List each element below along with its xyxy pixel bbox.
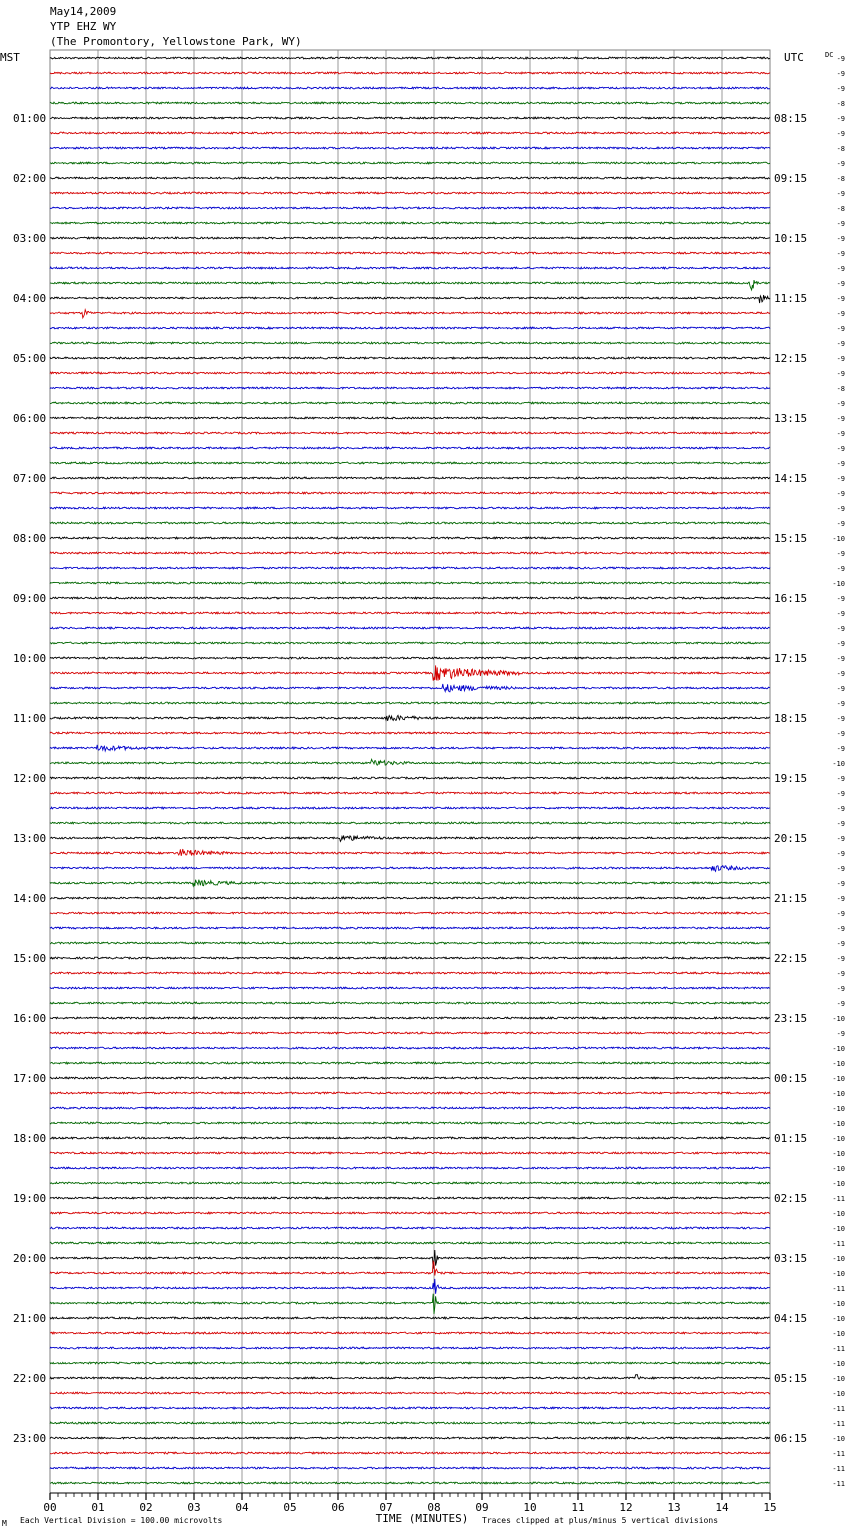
trace-line-4: [50, 117, 770, 119]
dc-offset-label: -9: [836, 505, 845, 513]
x-tick-label: 00: [43, 1501, 57, 1514]
dc-offset-label: -9: [836, 130, 845, 138]
dc-offset-label: -9: [836, 520, 845, 528]
utc-hour-label: 08:15: [774, 112, 808, 125]
dc-offset-label: -11: [832, 1285, 845, 1293]
utc-hour-label: 13:15: [774, 412, 808, 425]
dc-offset-label: -11: [832, 1195, 845, 1203]
dc-offset-label: -9: [836, 820, 845, 828]
dc-offset-label: -9: [836, 970, 845, 978]
utc-hour-label: 23:15: [774, 1012, 808, 1025]
dc-offset-label: -10: [832, 535, 845, 543]
trace-line-75: [50, 1182, 770, 1184]
trace-line-69: [50, 1092, 770, 1094]
trace-line-83: [50, 1294, 770, 1314]
dc-offset-label: -10: [832, 1255, 845, 1263]
dc-offset-label: -9: [836, 55, 845, 63]
dc-offset-label: -9: [836, 475, 845, 483]
plot-frame: [50, 50, 770, 1493]
x-tick-label: 03: [187, 1501, 201, 1514]
trace-line-67: [50, 1062, 770, 1064]
x-tick-label: 08: [427, 1501, 441, 1514]
dc-offset-label: -9: [836, 985, 845, 993]
dc-offset-label: -9: [836, 550, 845, 558]
trace-line-3: [50, 102, 770, 104]
trace-line-39: [50, 642, 770, 644]
trace-line-24: [50, 417, 770, 419]
dc-offset-label: -9: [836, 250, 845, 258]
trace-line-30: [50, 507, 770, 509]
dc-offset-label: -10: [832, 1360, 845, 1368]
utc-hour-label: 12:15: [774, 352, 808, 365]
trace-line-94: [50, 1467, 770, 1469]
chart-location: (The Promontory, Yellowstone Park, WY): [50, 35, 302, 48]
dc-offset-label: -9: [836, 265, 845, 273]
trace-line-17: [50, 310, 770, 318]
dc-offset-label: -9: [836, 670, 845, 678]
dc-offset-label: -9: [836, 685, 845, 693]
dc-offset-label: -9: [836, 805, 845, 813]
trace-line-90: [50, 1407, 770, 1409]
trace-line-85: [50, 1332, 770, 1334]
trace-line-62: [50, 987, 770, 989]
x-tick-label: 09: [475, 1501, 489, 1514]
mst-hour-label: 17:00: [13, 1072, 47, 1085]
dc-offset-label: -8: [836, 145, 845, 153]
trace-line-48: [50, 777, 770, 779]
dc-offset-label: -9: [836, 700, 845, 708]
dc-offset-label: -10: [832, 1300, 845, 1308]
trace-line-73: [50, 1152, 770, 1154]
utc-hour-label: 06:15: [774, 1432, 808, 1445]
chart-station: YTP EHZ WY: [50, 20, 117, 33]
trace-line-56: [50, 897, 770, 899]
dc-offset-label: -9: [836, 745, 845, 753]
trace-line-91: [50, 1422, 770, 1424]
trace-line-2: [50, 87, 770, 89]
trace-line-68: [50, 1077, 770, 1079]
chart-date: May14,2009: [50, 5, 117, 18]
dc-offset-label: -10: [832, 1120, 845, 1128]
trace-line-59: [50, 942, 770, 944]
x-tick-label: 11: [571, 1501, 585, 1514]
trace-line-38: [50, 627, 770, 629]
trace-line-18: [50, 327, 770, 329]
dc-offset-label: -10: [832, 1075, 845, 1083]
dc-offset-label: -10: [832, 1225, 845, 1233]
mst-hour-label: 19:00: [13, 1192, 47, 1205]
trace-line-71: [50, 1122, 770, 1124]
dc-offset-label: -9: [836, 790, 845, 798]
dc-offset-label: -10: [832, 1015, 845, 1023]
minute-grid: [50, 50, 770, 1493]
utc-hour-label: 11:15: [774, 292, 808, 305]
dc-offset-label: -9: [836, 220, 845, 228]
dc-offset-label: -10: [832, 1045, 845, 1053]
dc-offset-label: -9: [836, 190, 845, 198]
trace-line-63: [50, 1002, 770, 1004]
dc-offset-label: -9: [836, 400, 845, 408]
dc-offset-label: -9: [836, 595, 845, 603]
dc-offset-label: -11: [832, 1405, 845, 1413]
trace-line-32: [50, 537, 770, 539]
trace-line-88: [50, 1375, 770, 1379]
trace-line-52: [50, 835, 770, 841]
trace-line-76: [50, 1197, 770, 1199]
mst-hour-label: 15:00: [13, 952, 47, 965]
trace-line-55: [50, 880, 770, 886]
dc-offset-label: -9: [836, 865, 845, 873]
utc-time-labels: [774, 112, 807, 1445]
mst-hour-label: 04:00: [13, 292, 47, 305]
dc-offset-label: -9: [836, 1000, 845, 1008]
trace-line-27: [50, 462, 770, 464]
utc-hour-label: 03:15: [774, 1252, 808, 1265]
dc-offset-label: -9: [836, 1030, 845, 1038]
dc-offset-label: -8: [836, 175, 845, 183]
trace-line-46: [50, 745, 770, 751]
trace-line-86: [50, 1347, 770, 1349]
utc-hour-label: 21:15: [774, 892, 808, 905]
dc-offset-label: -9: [836, 295, 845, 303]
dc-offset-label: -10: [832, 1210, 845, 1218]
mst-hour-label: 07:00: [13, 472, 47, 485]
dc-offset-label: -9: [836, 340, 845, 348]
dc-offset-label: -9: [836, 955, 845, 963]
trace-line-5: [50, 132, 770, 134]
dc-offset-label: -9: [836, 880, 845, 888]
trace-line-79: [50, 1242, 770, 1244]
trace-line-74: [50, 1167, 770, 1169]
dc-offset-label: -9: [836, 460, 845, 468]
x-tick-label: 01: [91, 1501, 105, 1514]
mst-hour-label: 01:00: [13, 112, 47, 125]
dc-offset-label: -9: [836, 910, 845, 918]
trace-line-77: [50, 1212, 770, 1214]
x-tick-label: 04: [235, 1501, 249, 1514]
trace-line-66: [50, 1047, 770, 1049]
mst-hour-label: 22:00: [13, 1372, 47, 1385]
dc-offset-label: -9: [836, 490, 845, 498]
dc-offset-label: -9: [836, 775, 845, 783]
trace-line-60: [50, 957, 770, 959]
dc-offset-label: -8: [836, 385, 845, 393]
dc-offset-label: -8: [836, 100, 845, 108]
trace-line-70: [50, 1107, 770, 1109]
dc-offset-label: -10: [832, 1315, 845, 1323]
trace-line-92: [50, 1437, 770, 1439]
trace-line-40: [50, 657, 770, 659]
dc-offset-label: -11: [832, 1345, 845, 1353]
dc-offset-label: -10: [832, 1390, 845, 1398]
dc-offset-label: -10: [832, 1180, 845, 1188]
dc-offset-label: -11: [832, 1420, 845, 1428]
dc-offset-label: -9: [836, 730, 845, 738]
dc-offset-label: -11: [832, 1450, 845, 1458]
dc-offset-label: -9: [836, 310, 845, 318]
trace-line-9: [50, 192, 770, 194]
trace-line-15: [50, 280, 770, 290]
trace-lines: [50, 57, 770, 1484]
dc-offset-label: -11: [832, 1465, 845, 1473]
mst-hour-label: 02:00: [13, 172, 47, 185]
trace-line-89: [50, 1392, 770, 1394]
trace-line-87: [50, 1362, 770, 1364]
trace-line-58: [50, 927, 770, 929]
trace-line-81: [50, 1261, 770, 1275]
trace-line-1: [50, 72, 770, 74]
mst-time-labels: [13, 112, 46, 1445]
x-tick-label: 06: [331, 1501, 345, 1514]
trace-line-10: [50, 207, 770, 209]
dc-offset-label: -10: [832, 1135, 845, 1143]
trace-line-26: [50, 447, 770, 449]
utc-hour-label: 20:15: [774, 832, 808, 845]
dc-offset-label: -10: [832, 1330, 845, 1338]
trace-line-7: [50, 162, 770, 164]
utc-hour-label: 22:15: [774, 952, 808, 965]
trace-line-65: [50, 1032, 770, 1034]
trace-line-61: [50, 972, 770, 974]
mst-hour-label: 03:00: [13, 232, 47, 245]
dc-offset-label: -9: [836, 625, 845, 633]
dc-offset-label: -10: [832, 1375, 845, 1383]
trace-line-16: [50, 295, 770, 303]
dc-offset-label: -11: [832, 1240, 845, 1248]
dc-offset-label: -11: [832, 1480, 845, 1488]
mst-hour-label: 11:00: [13, 712, 47, 725]
dc-offset-label: -9: [836, 610, 845, 618]
x-tick-label: 14: [715, 1501, 729, 1514]
trace-line-78: [50, 1227, 770, 1229]
mst-hour-label: 20:00: [13, 1252, 47, 1265]
dc-offset-label: -9: [836, 835, 845, 843]
trace-line-20: [50, 357, 770, 359]
right-timezone-label: UTC: [784, 51, 804, 64]
trace-line-80: [50, 1250, 770, 1269]
trace-line-45: [50, 732, 770, 734]
trace-line-35: [50, 582, 770, 584]
utc-hour-label: 10:15: [774, 232, 808, 245]
x-tick-label: 13: [667, 1501, 681, 1514]
x-axis-label: TIME (MINUTES): [375, 1512, 469, 1525]
x-tick-label: 12: [619, 1501, 633, 1514]
dc-offset-label: -9: [836, 850, 845, 858]
trace-line-82: [50, 1279, 770, 1294]
trace-line-49: [50, 792, 770, 794]
mst-hour-label: 23:00: [13, 1432, 47, 1445]
trace-line-19: [50, 342, 770, 344]
dc-offset-label: -10: [832, 580, 845, 588]
utc-hour-label: 19:15: [774, 772, 808, 785]
x-axis: [43, 1493, 776, 1514]
dc-offset-label: -10: [832, 1165, 845, 1173]
dc-offset-label: -10: [832, 760, 845, 768]
mst-hour-label: 21:00: [13, 1312, 47, 1325]
trace-line-25: [50, 432, 770, 434]
trace-line-72: [50, 1137, 770, 1139]
dc-offset-label: -9: [836, 115, 845, 123]
utc-hour-label: 02:15: [774, 1192, 808, 1205]
x-tick-label: 07: [379, 1501, 393, 1514]
scale-note: Each Vertical Division = 100.00 microvolts: [20, 1516, 223, 1525]
trace-line-57: [50, 912, 770, 914]
mst-hour-label: 09:00: [13, 592, 47, 605]
dc-label: DC: [825, 51, 834, 59]
mst-hour-label: 10:00: [13, 652, 47, 665]
trace-line-8: [50, 177, 770, 179]
x-tick-label: 02: [139, 1501, 153, 1514]
dc-offset-label: -9: [836, 370, 845, 378]
dc-offset-label: -10: [832, 1060, 845, 1068]
trace-line-51: [50, 822, 770, 824]
dc-offset-label: -9: [836, 85, 845, 93]
dc-offset-label: -10: [832, 1150, 845, 1158]
mst-hour-label: 16:00: [13, 1012, 47, 1025]
trace-line-12: [50, 237, 770, 239]
trace-line-23: [50, 402, 770, 404]
utc-hour-label: 17:15: [774, 652, 808, 665]
trace-line-43: [50, 702, 770, 704]
trace-line-33: [50, 552, 770, 554]
dc-offset-label: -9: [836, 655, 845, 663]
utc-hour-label: 09:15: [774, 172, 808, 185]
trace-line-37: [50, 612, 770, 614]
x-tick-label: 10: [523, 1501, 537, 1514]
trace-line-31: [50, 522, 770, 524]
utc-hour-label: 14:15: [774, 472, 808, 485]
trace-line-54: [50, 866, 770, 872]
dc-offset-label: -9: [836, 70, 845, 78]
utc-hour-label: 05:15: [774, 1372, 808, 1385]
x-tick-label: 15: [763, 1501, 777, 1514]
trace-line-6: [50, 147, 770, 149]
dc-offset-label: -9: [836, 280, 845, 288]
mst-hour-label: 08:00: [13, 532, 47, 545]
dc-offset-labels: [832, 55, 845, 1488]
dc-offset-label: -10: [832, 1105, 845, 1113]
trace-line-53: [50, 849, 770, 856]
trace-line-42: [50, 684, 770, 692]
trace-line-95: [50, 1482, 770, 1484]
trace-line-84: [50, 1317, 770, 1319]
dc-offset-label: -9: [836, 325, 845, 333]
trace-line-34: [50, 567, 770, 569]
dc-offset-label: -9: [836, 940, 845, 948]
mst-hour-label: 05:00: [13, 352, 47, 365]
trace-line-21: [50, 372, 770, 374]
dc-offset-label: -8: [836, 205, 845, 213]
trace-line-41: [50, 665, 770, 680]
clip-note: Traces clipped at plus/minus 5 vertical divisions: [482, 1516, 719, 1525]
dc-offset-label: -9: [836, 640, 845, 648]
dc-offset-label: -10: [832, 1090, 845, 1098]
utc-hour-label: 15:15: [774, 532, 808, 545]
dc-offset-label: -9: [836, 715, 845, 723]
dc-offset-label: -9: [836, 445, 845, 453]
mst-hour-label: 13:00: [13, 832, 47, 845]
dc-offset-label: -9: [836, 925, 845, 933]
mst-hour-label: 14:00: [13, 892, 47, 905]
trace-line-11: [50, 222, 770, 224]
trace-line-13: [50, 252, 770, 254]
dc-offset-label: -9: [836, 415, 845, 423]
mst-hour-label: 18:00: [13, 1132, 47, 1145]
trace-line-44: [50, 715, 770, 720]
dc-offset-label: -9: [836, 355, 845, 363]
x-tick-label: 05: [283, 1501, 297, 1514]
trace-line-28: [50, 477, 770, 479]
trace-line-36: [50, 597, 770, 599]
mst-hour-label: 12:00: [13, 772, 47, 785]
dc-offset-label: -10: [832, 1270, 845, 1278]
dc-offset-label: -9: [836, 565, 845, 573]
dc-offset-label: -9: [836, 430, 845, 438]
utc-hour-label: 18:15: [774, 712, 808, 725]
trace-line-50: [50, 807, 770, 809]
dc-offset-label: -9: [836, 235, 845, 243]
utc-hour-label: 01:15: [774, 1132, 808, 1145]
trace-line-29: [50, 492, 770, 494]
left-timezone-label: MST: [0, 51, 20, 64]
dc-offset-label: -9: [836, 895, 845, 903]
corner-mark: M: [2, 1519, 7, 1528]
utc-hour-label: 16:15: [774, 592, 808, 605]
utc-hour-label: 04:15: [774, 1312, 808, 1325]
utc-hour-label: 00:15: [774, 1072, 808, 1085]
trace-line-47: [50, 759, 770, 765]
trace-line-0: [50, 57, 770, 59]
dc-offset-label: -10: [832, 1435, 845, 1443]
mst-hour-label: 06:00: [13, 412, 47, 425]
dc-offset-label: -9: [836, 160, 845, 168]
trace-line-93: [50, 1452, 770, 1454]
trace-line-64: [50, 1017, 770, 1019]
trace-line-14: [50, 267, 770, 269]
trace-line-22: [50, 387, 770, 389]
